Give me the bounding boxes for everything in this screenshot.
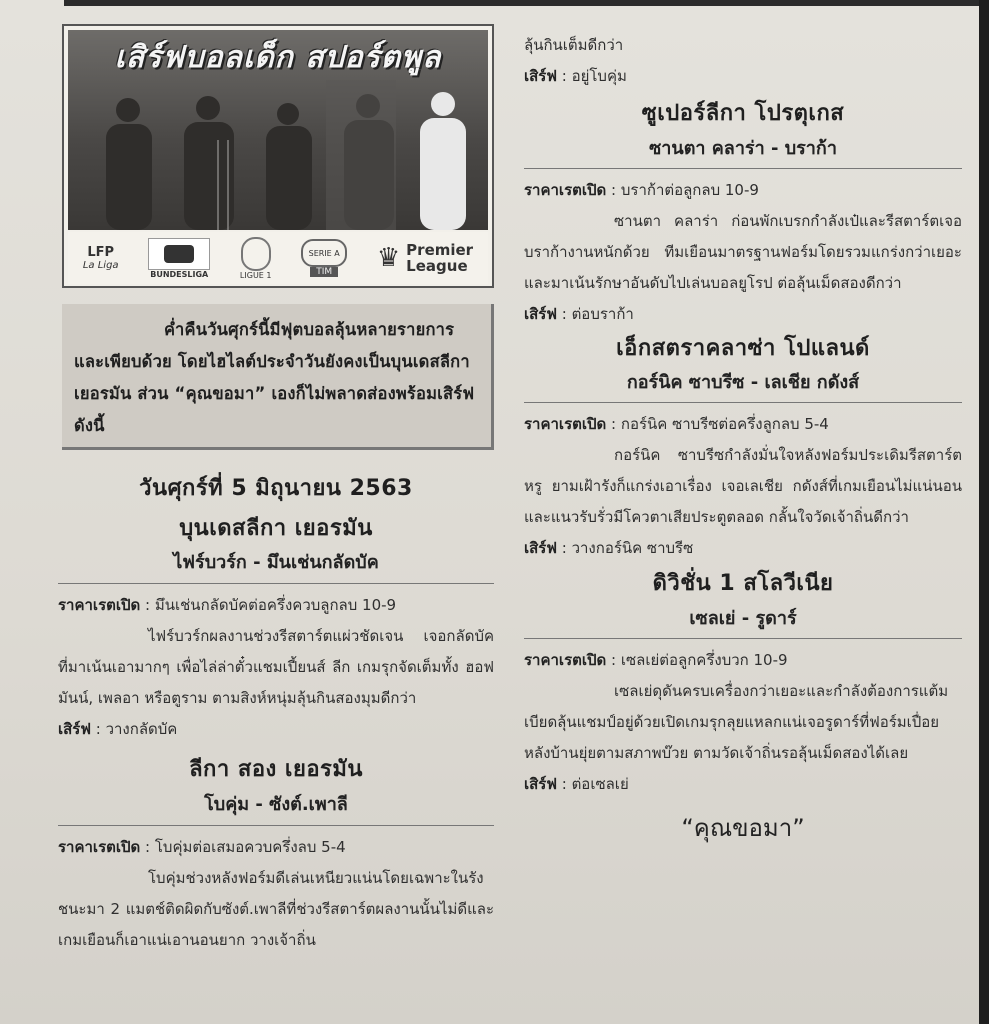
divider	[58, 825, 494, 826]
analysis-text: โบคุ่มช่วงหลังฟอร์มดีเล่นเหนียวแน่นโดยเฉพาะในรังชนะมา 2 แมตช์ติดผิดกับซังต์.เพาลีที่ช่วงรีสตาร์ตผลงานนั้นไม่ดีและเกมเยือนก็เอาแน่เอานอนยาก วางเจ้าถิ่น	[58, 869, 494, 949]
league-heading: ดิวิชั่น 1 สโลวีเนีย	[652, 571, 834, 596]
price-line: ราคาเรตเปิด : มึนเช่นกลัดบัคต่อครึ่งควบลูกลบ 10-9	[58, 596, 397, 614]
league-heading: เอ็กสตราคลาซ่า โปแลนด์	[616, 336, 870, 361]
serve-line: เสิร์ฟ : ต่อบราก้า	[524, 305, 634, 323]
divider	[524, 402, 962, 403]
price-line: ราคาเรตเปิด : กอร์นิค ซาบรีซต่อครึ่งลูกลบ 5-4	[524, 415, 829, 433]
right-column	[524, 30, 962, 847]
ligue1-logo: LIGUE 1	[240, 237, 272, 280]
date-heading: วันศุกร์ที่ 5 มิถุนายน 2563	[139, 476, 413, 501]
league-logos	[68, 232, 488, 284]
divider	[58, 583, 494, 584]
match-details	[524, 645, 962, 800]
page-edge	[979, 0, 989, 1024]
match-heading: เซลเย่ - รูดาร์	[689, 608, 797, 629]
continued-text: ลุ้นกินเต็มดีกว่า เสิร์ฟ : อยู่โบคุ่ม	[524, 30, 962, 92]
league-heading: ลีกา สอง เยอรมัน	[189, 757, 363, 782]
top-border	[64, 0, 980, 6]
serve-line: เสิร์ฟ : ต่อเซลเย่	[524, 775, 629, 793]
analysis-text: ซานตา คลาร่า ก่อนพักเบรกกำลังเป๋และรีสตาร์ตเจอบราก้างานหนักด้วย ทีมเยือนมาตรฐานฟอร์มโดยรวมแกร่งกว่าเยอะและมาเน้นรักษาอันดับไปเล่นบอลยูโรป ต่อลุ้นเม็ดสองดีกว่า	[524, 212, 962, 292]
match-heading: ซานตา คลาร่า - บราก้า	[649, 138, 837, 159]
premier-league-logo: ♛ Premier League	[376, 241, 474, 275]
columnist-signature: “คุณขอมา”	[681, 814, 805, 842]
league-heading: บุนเดสลีกา เยอรมัน	[179, 516, 373, 541]
price-line: ราคาเรตเปิด : บราก้าต่อลูกลบ 10-9	[524, 181, 759, 199]
match-heading: ไฟร์บวร์ก - มึนเช่นกลัดบัค	[173, 552, 379, 573]
price-line: ราคาเรตเปิด : โบคุ่มต่อเสมอควบครึ่งลบ 5-4	[58, 838, 346, 856]
intro-box	[62, 304, 494, 450]
serve-line: เสิร์ฟ : อยู่โบคุ่ม	[524, 67, 627, 85]
lion-icon: ♛	[376, 243, 401, 273]
serve-line: เสิร์ฟ : วางกอร์นิค ซาบรีซ	[524, 539, 694, 557]
match-heading: โบคุ่ม - ซังต์.เพาลี	[204, 794, 348, 815]
bundesliga-logo: BUNDESLIGA	[148, 238, 210, 279]
left-column	[58, 470, 494, 956]
seriea-logo: SERIE A TIM	[301, 239, 347, 277]
analysis-text: เซลเย่ดุดันครบเครื่องกว่าเยอะและกำลังต้องการแต้มเบียดลุ้นแชมป์อยู่ด้วยเปิดเกมรุกลุยแหลกแน่เจอรูดาร์ที่ฟอร์มเปื่อยหลังบ้านยุ่ยตามสภาพบ๊วย ตามวัดเจ้าถิ่นรอลุ้นเม็ดสองได้เลย	[524, 682, 949, 762]
sports-banner	[62, 24, 494, 288]
banner-title: เสิร์ฟบอลเด็ก สปอร์ตพูล	[114, 40, 442, 75]
serve-line: เสิร์ฟ : วางกลัดบัค	[58, 720, 178, 738]
laliga-logo: LFP La Liga	[82, 245, 119, 271]
match-details	[58, 832, 494, 956]
match-details	[58, 590, 494, 745]
analysis-text: ไฟร์บวร์กผลงานช่วงรีสตาร์ตแผ่วชัดเจน เจอกลัดบัคที่มาเน้นเอามากๆ เพื่อไล่ล่าตั๋วแชมเปี้ยนส์ ลีก เกมรุกจัดเต็มทั้ง ฮอฟมันน์, เพลอา หรือตูราม ตามสิงห์หนุ่มลุ้นกินสองมุมดีกว่า	[58, 627, 494, 707]
league-heading: ซูเปอร์ลีกา โปรตุเกส	[641, 101, 845, 126]
match-details	[524, 175, 962, 330]
match-heading: กอร์นิค ซาบรีซ - เลเชีย กดังส์	[626, 372, 860, 393]
price-line: ราคาเรตเปิด : เซลเย่ต่อลูกครึ่งบวก 10-9	[524, 651, 788, 669]
player-figures-image	[68, 80, 488, 230]
match-details	[524, 409, 962, 564]
divider	[524, 638, 962, 639]
banner-photo	[68, 30, 488, 230]
analysis-text: กอร์นิค ซาบรีซกำลังมั่นใจหลังฟอร์มประเดิมรีสตาร์ตหรู ยามเฝ้ารังก็แกร่งเอาเรื่อง เจอเลเชีย กดังส์ที่เกมเยือนไม่แน่นอนและแนวรับรั่วมีโควตาเสียประตูตลอด กลั้นใจวัดเจ้าถิ่นดีกว่า	[524, 446, 962, 526]
intro-text: ค่ำคืนวันศุกร์นี้มีฟุตบอลลุ้นหลายรายการ และเพียบด้วย โดยไฮไลต์ประจำวันยังคงเป็นบุนเดสลีกา เยอรมัน ส่วน “คุณขอมา” เองก็ไม่พลาดส่องพร้อมเสิร์ฟดังนี้	[74, 320, 475, 435]
divider	[524, 168, 962, 169]
